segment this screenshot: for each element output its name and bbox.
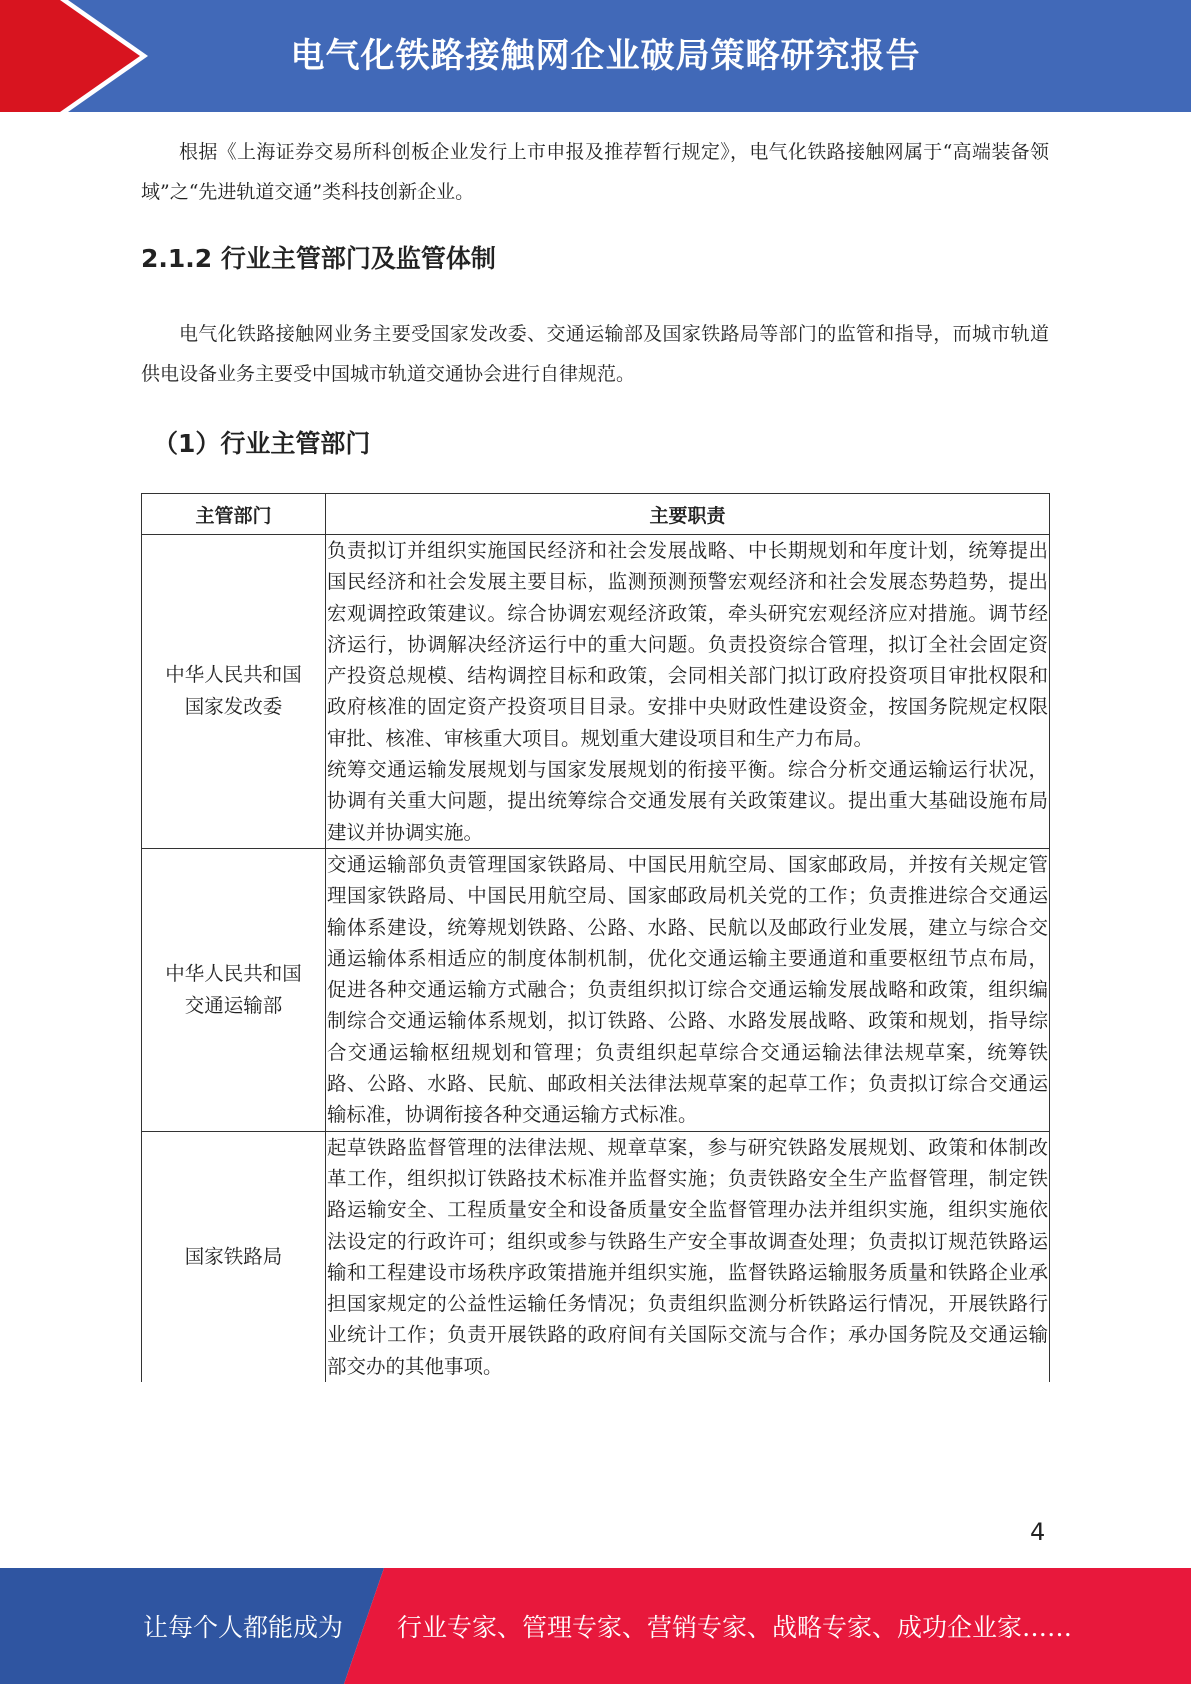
- dept-name-line1: 中华人民共和国: [165, 961, 302, 985]
- duties-table: [141, 493, 1050, 1382]
- table-row: [142, 535, 1050, 849]
- dept-name-line1: 国家铁路局: [184, 1244, 283, 1268]
- section-heading: 2.1.2 行业主管部门及监管体制: [141, 244, 496, 273]
- table-row: [142, 1131, 1050, 1382]
- table-header-row: [142, 494, 1050, 535]
- duty-cell: [326, 1131, 1050, 1382]
- table-row: [142, 848, 1050, 1131]
- main-content: [141, 130, 1049, 1382]
- report-title: 电气化铁路接触网企业破局策略研究报告: [290, 35, 921, 76]
- footer-slogan-left: 让每个人都能成为: [143, 1613, 344, 1642]
- subsection-heading: （1）行业主管部门: [153, 429, 371, 458]
- duty-text: 负责拟订并组织实施国民经济和社会发展战略、中长期规划和年度计划，统筹提出国民经济和社会发展主要目标，监测预测预警宏观经济和社会发展态势趋势，提出宏观调控政策建议。综合协调宏观经济政策，牵头研究宏观经济应对措施。调节经济运行，协调解决经济运行中的重大问题。负责投资综合管理，拟订全社会固定资产投资总规模、结构调控目标和政策，会同相关部门拟订政府投资项目审批权限和政府核准的固定资产投资项目目录。安排中央财政性建设资金，按国务院规定权限审批、核准、审核重大项目。规划重大建设项目和生产力布局。: [327, 539, 1048, 750]
- dept-cell: [142, 848, 326, 1131]
- dept-name-line2: 交通运输部: [184, 993, 283, 1017]
- duty-text-extra: 统筹交通运输发展规划与国家发展规划的衔接平衡。综合分析交通运输运行状况，协调有关重大问题，提出统筹综合交通发展有关政策建议。提出重大基础设施布局建议并协调实施。: [327, 758, 1048, 844]
- page-footer: [0, 1568, 1191, 1684]
- dept-name-line2: 国家发改委: [184, 695, 283, 719]
- intro-paragraph: 根据《上海证券交易所科创板企业发行上市申报及推荐暂行规定》，电气化铁路接触网属于“高端装备领域”之“先进轨道交通”类科技创新企业。: [141, 141, 1049, 203]
- footer-slogan-right: 行业专家、管理专家、营销专家、战略专家、成功企业家……: [397, 1613, 1073, 1642]
- duty-text: 交通运输部负责管理国家铁路局、中国民用航空局、国家邮政局，并按有关规定管理国家铁路局、中国民用航空局、国家邮政局机关党的工作；负责推进综合交通运输体系建设，统筹规划铁路、公路、水路、民航以及邮政行业发展，建立与综合交通运输体系相适应的制度体制机制，优化交通运输主要通道和重要枢纽节点布局，促进各种交通运输方式融合；负责组织拟订综合交通运输发展战略和政策，组织编制综合交通运输体系规划，拟订铁路、公路、水路发展战略、政策和规划，指导综合交通运输枢纽规划和管理；负责组织起草综合交通运输法律法规草案，统筹铁路、公路、水路、民航、邮政相关法律法规草案的起草工作；负责拟订综合交通运输标准，协调衔接各种交通运输方式标准。: [327, 852, 1048, 1127]
- duty-cell: [326, 848, 1050, 1131]
- column-header-duties: 主要职责: [326, 494, 1050, 535]
- duty-text: 起草铁路监督管理的法律法规、规章草案，参与研究铁路发展规划、政策和体制改革工作，组织拟订铁路技术标准并监督实施；负责铁路安全生产监督管理，制定铁路运输安全、工程质量安全和设备质量安全监督管理办法并组织实施，组织实施依法设定的行政许可；组织或参与铁路生产安全事故调查处理；负责拟订规范铁路运输和工程建设市场秩序政策措施并组织实施，监督铁路运输服务质量和铁路企业承担国家规定的公益性运输任务情况；负责组织监测分析铁路运行情况，开展铁路行业统计工作；负责开展铁路的政府间有关国际交流与合作；承办国务院及交通运输部交办的其他事项。: [327, 1135, 1048, 1378]
- section-paragraph: 电气化铁路接触网业务主要受国家发改委、交通运输部及国家铁路局等部门的监管和指导，而城市轨道供电设备业务主要受中国城市轨道交通协会进行自律规范。: [141, 323, 1049, 385]
- page-number: 4: [1030, 1518, 1046, 1546]
- dept-name-line1: 中华人民共和国: [165, 663, 302, 687]
- dept-cell: [142, 1131, 326, 1382]
- duty-cell: [326, 535, 1050, 849]
- header-chevron-icon: [0, 0, 160, 112]
- column-header-dept: 主管部门: [142, 494, 326, 535]
- page-header: [0, 0, 1191, 112]
- dept-cell: [142, 535, 326, 849]
